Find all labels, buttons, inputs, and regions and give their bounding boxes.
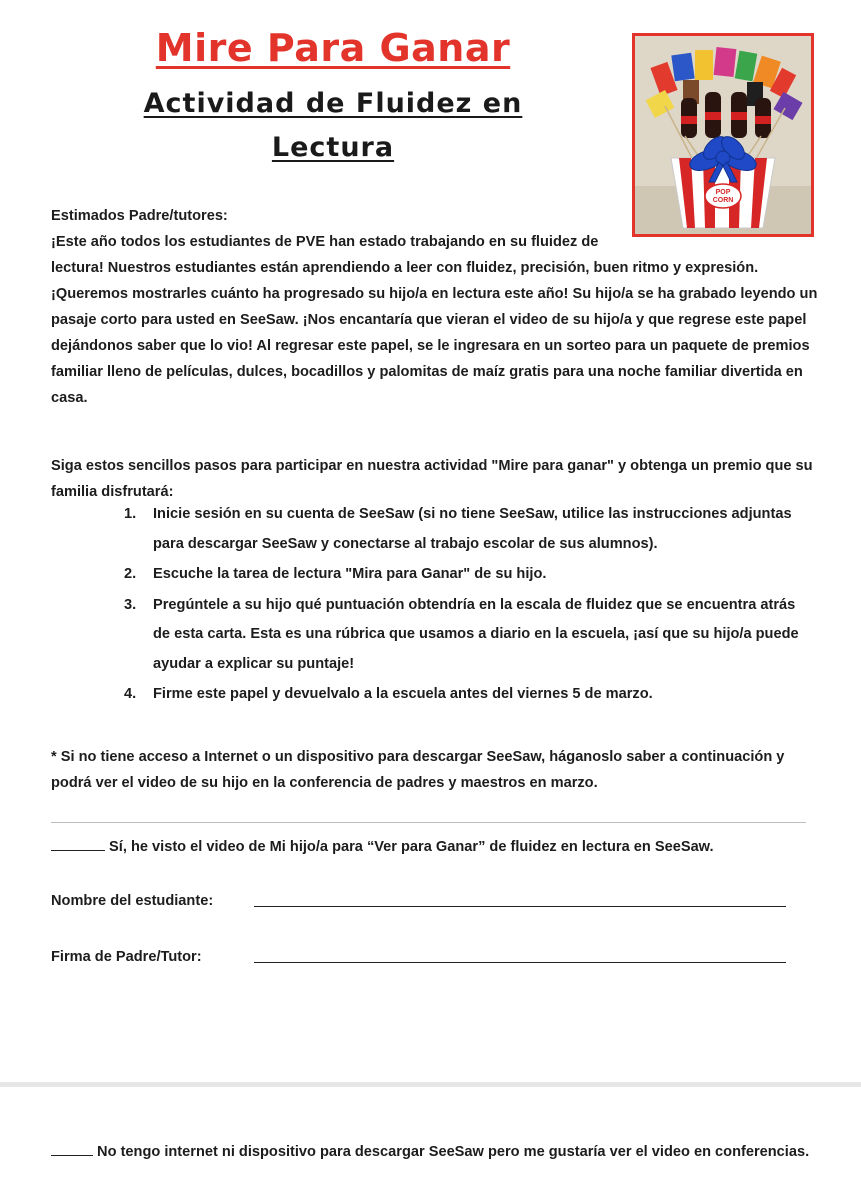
- step-number: 3.: [124, 596, 137, 613]
- list-item: [124, 560, 814, 590]
- candy-bouquet-illustration: [635, 36, 811, 234]
- step-text: Pregúntele a su hijo qué puntuación obtendría en la escala de fluidez que se encuentra atrás de esta carta. Esta es una rúbrica que usamos a diario en la escuela, ¡así que su hijo/a puede ayudar a explicar su puntaje!: [153, 596, 799, 672]
- page-subtitle-line1: Actividad de Fluidez en: [143, 88, 523, 119]
- prize-bucket-photo: [632, 33, 814, 237]
- student-name-field[interactable]: [254, 906, 786, 907]
- no-device-checkbox-blank[interactable]: [51, 1141, 93, 1156]
- popcorn-label-top: POP: [715, 189, 731, 196]
- step-text: Escuche la tarea de lectura "Mira para Ganar" de su hijo.: [153, 566, 547, 582]
- list-item: [124, 500, 814, 559]
- step-text: Inicie sesión en su cuenta de SeeSaw (si no tiene SeeSaw, utilice las instrucciones adjuntas para descargar SeeSaw y conectarse al trabajo escolar de sus alumnos).: [153, 506, 792, 552]
- page-title: Mire Para Ganar: [155, 26, 511, 70]
- parent-signature-field[interactable]: [254, 962, 786, 963]
- no-internet-note: * Si no tiene acceso a Internet o un dispositivo para descargar SeeSaw, háganoslo saber a continuación y podrá ver el video de su hijo en la conferencia de padres y maestros en marzo.: [51, 749, 785, 791]
- list-item: [124, 680, 814, 710]
- confirm-text: Sí, he visto el video de Mi hijo/a para “Ver para Ganar” de fluidez en lectura en SeeSaw.: [105, 839, 714, 855]
- no-device-request: [51, 1139, 821, 1165]
- parent-signature-row: [51, 944, 811, 974]
- section-divider: [51, 822, 806, 823]
- step-number: 2.: [124, 566, 137, 582]
- greeting: Estimados Padre/tutores:: [51, 208, 228, 224]
- list-item: [124, 591, 814, 680]
- intro-paragraph-rest: lectura! Nuestros estudiantes están aprendiendo a leer con fluidez, precisión, buen ritmo y expresión. ¡Queremos mostrarles cuánto ha progresado su hijo/a en lectura este año! Su hijo/a se ha grabado leyendo un pasaje corto para usted en SeeSaw. ¡Nos encantaría que vieran el video de su hijo/a y que regrese este papel dejándonos saber que lo vio! Al regresar este papel, se le ingresara en un sorteo para un paquete de premios familiar lleno de películas, dulces, bocadillos y palomitas de maíz gratis para una noche familiar divertida en casa.: [51, 260, 818, 406]
- step-number: 1.: [124, 506, 137, 522]
- page-subtitle-line2: Lectura: [271, 132, 395, 163]
- step-text: Firme este papel y devuelvalo a la escuela antes del viernes 5 de marzo.: [153, 686, 653, 702]
- student-name-label: Nombre del estudiante:: [51, 893, 214, 909]
- confirm-checkbox-blank[interactable]: [51, 836, 105, 851]
- popcorn-label-bottom: CORN: [712, 197, 734, 204]
- intro-paragraph: [51, 229, 821, 411]
- steps-list: [124, 500, 814, 710]
- instructions-intro: Siga estos sencillos pasos para participar en nuestra actividad "Mire para ganar" y obtenga un premio que su familia disfrutará:: [51, 458, 813, 500]
- parent-signature-label: Firma de Padre/Tutor:: [51, 949, 202, 965]
- no-device-text: No tengo internet ni dispositivo para descargar SeeSaw pero me gustaría ver el video en conferencias.: [93, 1144, 810, 1160]
- student-name-row: [51, 888, 811, 918]
- page-break-band: [0, 1082, 861, 1087]
- step-number: 4.: [124, 686, 137, 702]
- intro-paragraph-line1: ¡Este año todos los estudiantes de PVE han estado trabajando en su fluidez de: [51, 234, 599, 250]
- video-watched-confirmation: [51, 834, 821, 860]
